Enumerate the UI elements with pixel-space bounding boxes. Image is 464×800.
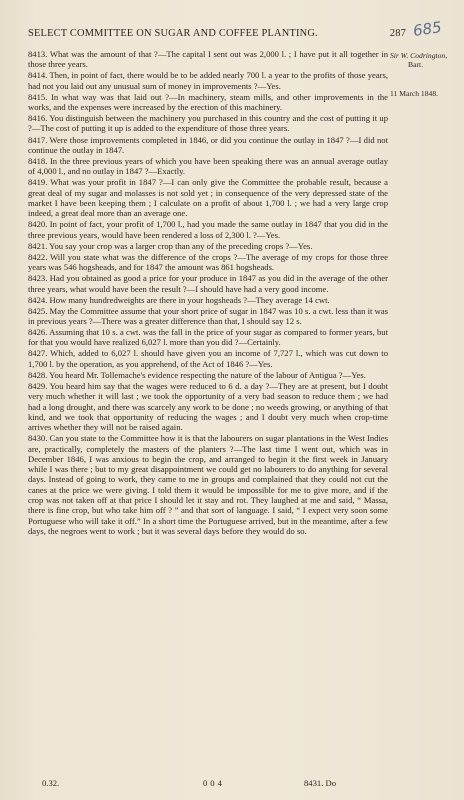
evidence-text [28, 49, 388, 537]
question-answer-paragraph: 8419. What was your profit in 1847 ?—I can only give the Committee the probable result, because a great deal of my sugar and molasses is not sold yet ; in consequence of the very depressed state of the market I have been keeping them ; I calculate on a profit of about 1,700 l. ; we had a very large crop indeed, a great deal more than an average one. [28, 177, 388, 219]
witness-title: Bart. [408, 60, 423, 69]
printer-code: 004 [203, 778, 225, 788]
question-answer-paragraph: 8428. You heard Mr. Tollemache's evidence respecting the nature of the labour of Antigua ?—Yes. [28, 369, 366, 380]
question-answer-paragraph: 8425. May the Committee assume that your short price of sugar in 1847 was 10 s. a cwt. less than it was in previous years ?—There was a greater difference than that, I should say 12 s. [28, 305, 388, 326]
question-answer-paragraph: 8421. You say your crop was a larger crop than any of the preceding crops ?—Yes. [28, 240, 313, 251]
question-answer-paragraph: 8413. What was the amount of that ?—The capital I sent out was 2,000 l. ; I have put it all together in those three years. [28, 49, 388, 70]
page-number: 287 [389, 28, 406, 39]
question-answer-paragraph: 8417. Were those improvements completed in 1846, or did you continue the outlay in 1847 ?—I did not continue the outlay in 1847. [28, 134, 388, 155]
question-answer-paragraph: 8423. Had you obtained as good a price for your produce in 1847 as you did in the average of the other three years, what would have been the result ?—I should have had a very good income. [28, 273, 388, 294]
question-answer-paragraph: 8418. In the three previous years of which you have been speaking there was an annual average outlay of 4,000 l., and no outlay in 1847 ?—Exactly. [28, 155, 388, 177]
question-answer-paragraph: 8415. In what way was that laid out ?—In machinery, steam mills, and other improvements in the works, and the expenses were increased by the erection of this machinery. [28, 91, 388, 113]
question-answer-paragraph: 8426. Assuming that 10 s. a cwt. was the fall in the price of your sugar as compared to former years, but for that you would have realized 6,027 l. more than you did ?—Certainly. [28, 327, 388, 348]
question-answer-paragraph: 8420. In point of fact, your profit of 1,700 l., had you made the same outlay in 1847 that you did in the three previous years, would have been rendered a loss of 2,300 l. ?—Yes. [28, 219, 388, 240]
question-answer-paragraph: 8416. You distinguish between the machinery you purchased in this country and the cost of putting it up ?—The cost of putting it up is added to the expenditure of those three years. [28, 113, 388, 134]
witness-name: Sir W. Codrington, [390, 51, 448, 60]
handwritten-page-number: 685 [411, 18, 443, 40]
question-answer-paragraph: 8427. Which, added to 6,027 l. should have given you an income of 7,727 l., which was cut down to 1,700 l. by the operation, as you apprehend, of the Act of 1846 ?—Yes. [28, 348, 388, 369]
catchword: 8431. Do [304, 778, 336, 788]
signature-mark: 0.32. [42, 778, 60, 788]
question-answer-paragraph: 8422. Will you state what was the difference of the crops ?—The average of my crops for those three years was 546 hogsheads, and for 1847 the amount was 861 hogsheads. [28, 251, 388, 273]
margin-date: 11 March 1848. [390, 89, 439, 98]
question-answer-paragraph: 8430. Can you state to the Committee how it is that the labourers on sugar plantations in the West Indies are, practically, completely the masters of the planters ?—The last time I went out, which was in December 1846, I was anxious to begin the crop, and arranged to begin it the first week in January while I was there ; but to my great disappointment we could get no labourers to do anything for several days. Instead of going to work, they came to me in groups and complained that they could not cut the canes at the price we were giving. I told them it would be impossible for me to give more, and if the crop was not taken off at that price I should let it stay and rot. They laughed at me and said, “ Massa, there is fine crop, but who take him off ? ” and that sort of language. I said, “ I expect very soon some Portuguese who will take it off.” In a short time the Portuguese arrived, but in the meantime, after a few days, the negroes went to work ; but it was several days before they would do so. [28, 433, 388, 536]
question-answer-paragraph: 8414. Then, in point of fact, there would be to be added nearly 700 l. a year to the profits of those years, had not you laid out any unusual sum of money in improvements ?—Yes. [28, 70, 388, 91]
question-answer-paragraph: 8429. You heard him say that the wages were reduced to 6 d. a day ?—They are at present, but I doubt very much whether it will last ; we took the opportunity of a very bad season to reduce them ; we had had a long drought, and there was scarcely any work to be done ; no weeds growing, or anything of that kind, and we took that opportunity of reducing the wages ; and I doubt very much when crop-time arrives whether they will not be raised again. [28, 380, 388, 433]
question-answer-paragraph: 8424. How many hundredweights are there in your hogsheads ?—They average 14 cwt. [28, 294, 330, 305]
margin-witness-name [390, 51, 460, 69]
running-title: SELECT COMMITTEE ON SUGAR AND COFFEE PLANTING. [28, 28, 318, 39]
